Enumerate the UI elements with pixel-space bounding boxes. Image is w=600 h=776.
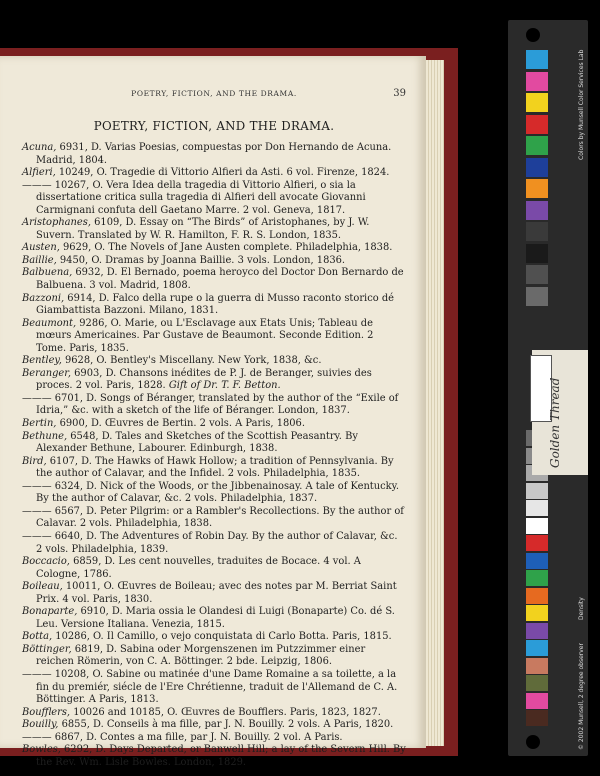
entry-text: 10026 and 10185, O. Œuvres de Boufflers. Paris, 1823, 1827. [70,706,381,718]
entry-author: ——— [22,480,52,492]
entry-author: Bonaparte, [22,606,78,618]
catalog-entry [22,242,406,255]
entry-author: Boileau, [22,581,63,593]
entry-author: Beranger, [22,367,72,379]
color-swatch [526,244,548,263]
brand-text: Golden Thread [548,377,562,468]
entry-author: Alfieri, [22,167,56,179]
entry-text: 6324, D. Nick of the Woods, or the Jibbenainosay. A tale of Kentucky. By the author of Calavar, &c. 2 vols. Philadelphia, 1837. [36,480,400,505]
entry-author: ——— [22,530,52,542]
entry-text: 6640, D. The Adventures of Robin Day. By the author of Calavar, &c. 2 vols. Philadelphia, 1839. [36,530,398,555]
color-swatch [526,483,548,499]
color-swatch [526,675,548,691]
entry-text: 6900, D. Œuvres de Bertin. 2 vols. A Paris, 1806. [56,418,305,430]
catalog-entry [22,368,406,393]
entry-author: ——— [22,731,52,743]
catalog-entries [22,142,406,769]
entry-author: ——— [22,179,52,191]
color-swatch [526,201,548,220]
entry-text: 10011, O. Œuvres de Boileau; avec des notes par M. Berriat Saint Prix. 4 vol. Paris, 1830. [36,581,397,605]
catalog-entry [22,606,406,631]
entry-text: 6567, D. Peter Pilgrim: or a Rambler's Recollections. By the author of Calavar. 2 vols. Philadelphia, 1838. [36,505,404,530]
punch-hole-top [526,28,540,42]
catalog-entry [22,581,406,606]
catalog-entry [22,644,406,669]
entry-text: 6107, D. The Hawks of Hawk Hollow; a tradition of Pennsylvania. By the author of Calavar, and the Infidel. 2 vols. Philadelphia, 1835. [36,455,394,480]
entry-text: 6855, D. Conseils à ma fille, par J. N. Bouilly. 2 vols. A Paris, 1820. [58,719,394,731]
entry-author: Bird, [22,455,47,467]
color-swatch [526,265,548,284]
entry-text: 6932, D. El Bernado, poema heroyco del Doctor Don Bernardo de Balbuena. 3 vol. Madrid, 1808. [36,267,404,292]
book-page [0,56,426,768]
entry-author: Acuna, [22,142,57,153]
catalog-entry [22,631,406,644]
catalog-entry [22,707,406,720]
catalog-entry [22,556,406,581]
catalog-entry [22,217,406,242]
color-swatch [526,570,548,586]
entry-author: ——— [22,505,52,517]
entry-text: 6109, D. Essay on “The Birds” of Aristophanes, by J. W. Suvern. Translated by W. R. Hamilton, F. R. S. London, 1835. [36,217,370,241]
entry-author: Bouilly, [22,719,59,731]
color-swatch [526,658,548,674]
entry-author: ——— [22,392,52,404]
entry-text: 6914, D. Falco della rupe o la guerra di Musso raconto storico dé Giambattista Bazzoni. Milano, 1831. [36,292,394,317]
entry-gift-note: Gift of Dr. T. F. Betton. [168,380,281,392]
entry-text: 6819, D. Sabina oder Morgenszenen im Putzzimmer einer reichen Römerin, von C. A. Böttinger. 2 bde. Leipzig, 1806. [36,643,366,668]
catalog-entry [22,669,406,707]
catalog-entry [22,293,406,318]
section-title: POETRY, FICTION, AND THE DRAMA. [93,119,335,133]
density-label: Density [578,597,585,620]
catalog-entry [22,393,406,418]
copyright-text: © 2002 Munsell, 2 degree observer [578,643,585,750]
entry-text: 6867, D. Contes a ma fille, par J. N. Bouilly. 2 vol. A Paris. [51,731,343,743]
catalog-entry [22,167,406,180]
color-swatch [526,693,548,709]
entry-author: Bazzoni, [22,292,65,304]
running-header [22,89,406,98]
catalog-entry [22,531,406,556]
entry-author: Boccacio, [22,556,70,568]
entry-author: Beaumont, [22,317,77,329]
entry-text: 6859, D. Les cent nouvelles, traduites de Bocace. 4 vol. A Cologne, 1786. [36,556,361,580]
running-title: POETRY, FICTION, AND THE DRAMA. [131,89,297,98]
catalog-entry [22,180,406,218]
entry-author: Botta, [22,631,53,643]
entry-text: 9629, O. The Novels of Jane Austen complete. Philadelphia, 1838. [59,242,393,254]
entry-author: Austen, [22,242,60,254]
color-swatch [526,158,548,177]
color-swatch [526,115,548,134]
maker-text: Colors by Munsell Color Services Lab [578,49,585,160]
catalog-entry [22,418,406,431]
entry-text: 6931, D. Varias Poesias, compuestas por Don Hernando de Acuna. Madrid, 1804. [36,142,392,166]
catalog-entry [22,255,406,268]
entry-author: Boufflers, [22,706,71,718]
entry-text: 10286, O. Il Camillo, o vejo conquistata di Carlo Botta. Paris, 1815. [52,631,392,643]
entry-text: 6292, D. Days Departed, or Banwell Hill; a lay of the Severn Hill. By the Rev. Wm. Lisle Bowles. London, 1829. [36,744,406,768]
entry-author: Bentley, [22,355,62,367]
catalog-entry [22,431,406,456]
entry-author: Balbuena, [22,267,73,279]
entry-text: 6548, D. Tales and Sketches of the Scottish Peasantry. By Alexander Bethune, Labourer. Edinburgh, 1838. [36,430,358,455]
color-swatch [526,640,548,656]
catalog-entry [22,267,406,292]
entry-text: 10267, O. Vera Idea della tragedia di Vittorio Alfieri, o sia la dissertatione critica sulla tragedia di Alfieri dell avocate Giovanni Carmignani confuta dell Gaetano Marre. 2 vol. Geneva, 1817. [36,179,366,216]
catalog-entry [22,732,406,745]
color-swatch [526,623,548,639]
catalog-entry [22,744,406,769]
entry-author: Bertin, [22,418,57,430]
color-swatch [526,50,548,69]
color-swatch [526,500,548,516]
catalog-entry [22,142,406,167]
color-swatch [526,518,548,534]
color-swatch [526,136,548,155]
color-swatch [526,72,548,91]
entry-author: Bowles, [22,744,61,756]
catalog-entry [22,719,406,732]
color-swatch [526,588,548,604]
entry-author: Baillie, [22,254,57,266]
entry-author: Böttinger, [22,643,72,655]
entry-text: 10208, O. Sabine ou matinée d'une Dame Romaine a sa toilette, a la fin du premiér, siécle de l'Ere Chrétienne, traduit de l'Allemand de C. A. Böttinger. A Paris, 1813. [36,668,398,706]
entry-text: 6903, D. Chansons inédites de P. J. de Beranger, suivies des proces. 2 vol. Paris, 1828. [36,367,372,392]
entry-author: Bethune, [22,430,68,442]
color-swatch [526,553,548,569]
entry-text: 6910, D. Maria ossia le Olandesi di Luigi (Bonaparte) Co. dé S. Leu. Versione Italiana. Venezia, 1815. [36,606,395,630]
color-swatch [526,535,548,551]
catalog-entry [22,506,406,531]
color-swatch [526,179,548,198]
color-swatch [526,605,548,621]
entry-author: ——— [22,668,52,680]
entry-text: 9450, O. Dramas by Joanna Baillie. 3 vols. London, 1836. [56,254,346,266]
color-swatch [526,93,548,112]
color-swatch [526,222,548,241]
page-number: 39 [393,88,406,99]
entry-text: 9628, O. Bentley's Miscellany. New York, 1838, &c. [61,355,322,367]
punch-hole-bottom [526,735,540,749]
color-swatch [526,710,548,726]
catalog-entry [22,456,406,481]
entry-text: 6701, D. Songs of Béranger, translated by the author of the “Exile of Idria,” &c. with a sketch of the life of Béranger. London, 1837. [36,392,399,417]
color-swatch [526,287,548,306]
catalog-entry [22,355,406,368]
catalog-entry [22,318,406,356]
entry-author: Aristophanes, [22,217,91,229]
entry-text: 10249, O. Tragedie di Vittorio Alfieri da Asti. 6 vol. Firenze, 1824. [55,167,390,179]
entry-text: 9286, O. Marie, ou L'Esclavage aux Etats Unis; Tableau de mœurs Americaines. Par Gustave de Beaumont. Seconde Edition. 2 Tome. Paris, 1835. [36,317,374,354]
catalog-entry [22,481,406,506]
